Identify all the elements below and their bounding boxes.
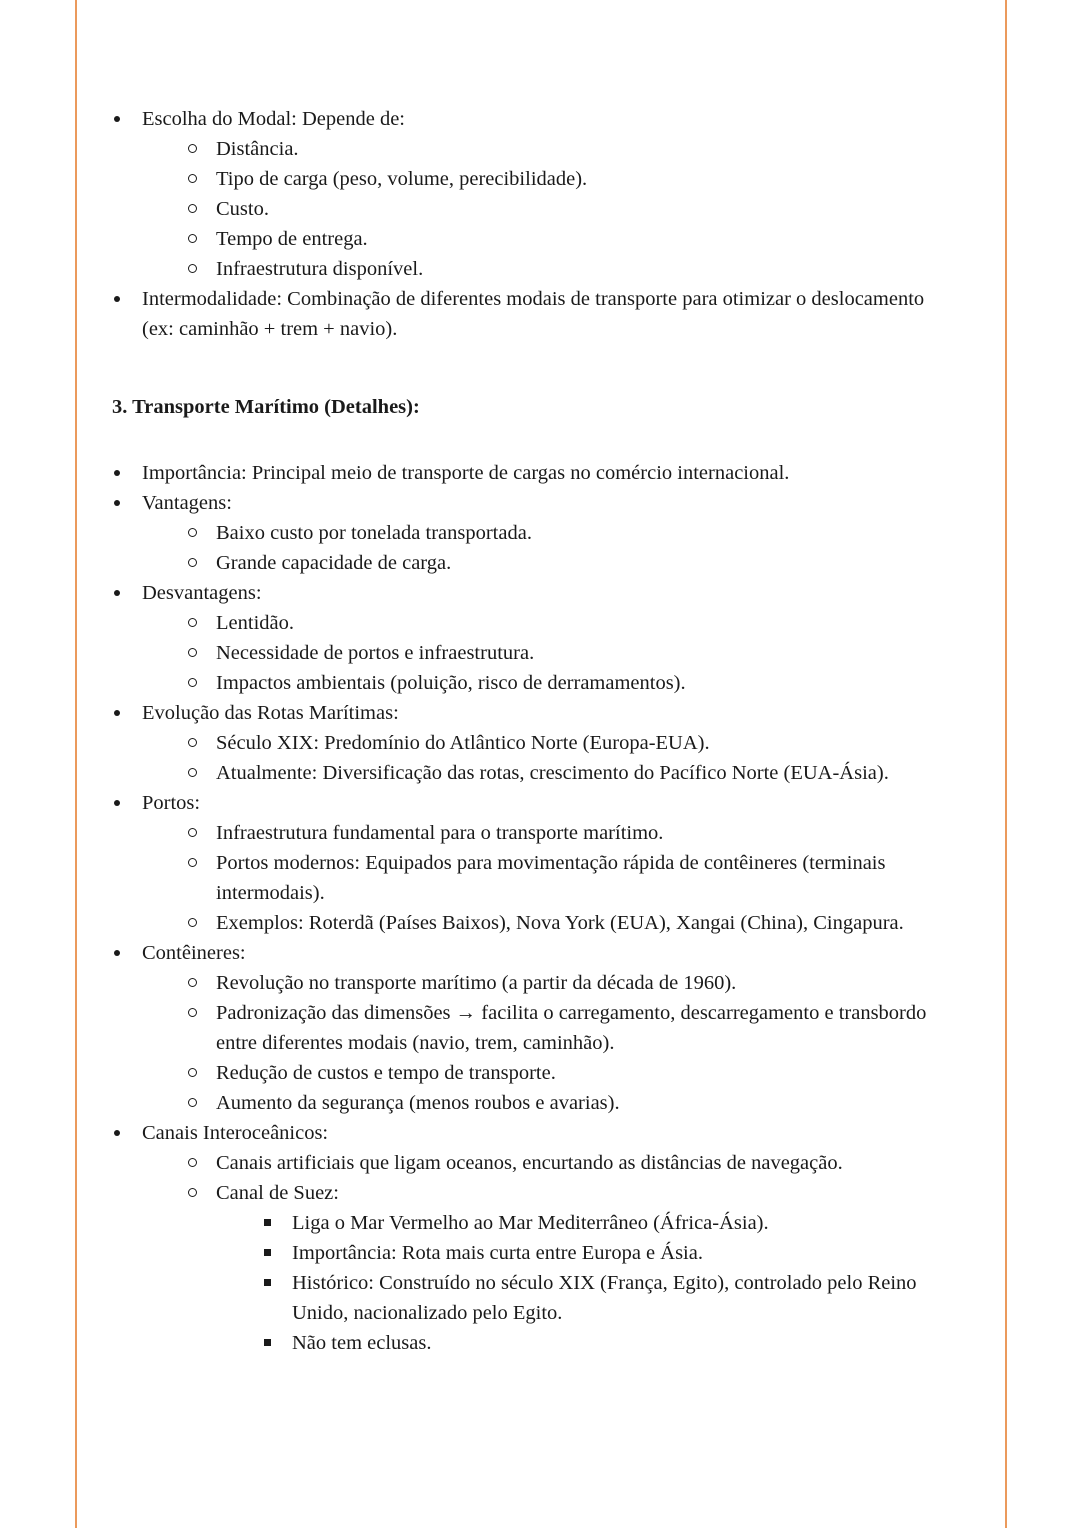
list-item-label: Contêineres: xyxy=(142,942,246,964)
circle-bullet-icon xyxy=(182,254,208,284)
circle-bullet-icon xyxy=(182,194,208,224)
disc-bullet-icon xyxy=(108,104,134,134)
square-bullet-icon xyxy=(258,1328,284,1358)
list-item-reducao-de-custos-e-tempo-de-transporte xyxy=(182,1058,938,1088)
list-item-label: Redução de custos e tempo de transporte. xyxy=(216,1062,556,1084)
sublist-evolucao-das-rotas-maritimas xyxy=(182,728,938,788)
sublist-canal-de-suez xyxy=(258,1208,938,1358)
list-item-label: Revolução no transporte marítimo (a partir da década de 1960). xyxy=(216,972,737,994)
list-item-label: Importância: Principal meio de transporte de cargas no comércio internacional. xyxy=(142,462,790,484)
list-item-label: Aumento da segurança (menos roubos e avarias). xyxy=(216,1092,620,1114)
circle-bullet-icon xyxy=(182,518,208,548)
list-item-nao-tem-eclusas xyxy=(258,1328,938,1358)
circle-bullet-icon xyxy=(182,818,208,848)
list-item-liga-o-mar-vermelho-ao-mar-mediterraneo- xyxy=(258,1208,938,1238)
list-item-grande-capacidade-de-carga xyxy=(182,548,938,578)
circle-bullet-icon xyxy=(182,1088,208,1118)
square-bullet-icon xyxy=(258,1268,284,1298)
list-item-tempo-de-entrega xyxy=(182,224,938,254)
sublist-vantagens xyxy=(182,518,938,578)
disc-bullet-icon xyxy=(108,1118,134,1148)
list-item-label: Intermodalidade: Combinação de diferentes modais de transporte para otimizar o deslocamento (ex: caminhão + trem + navio). xyxy=(142,288,925,340)
circle-bullet-icon xyxy=(182,1148,208,1178)
list-item-importancia-principal-meio-de-transporte xyxy=(108,458,938,488)
list-item-label: Impactos ambientais (poluição, risco de derramamentos). xyxy=(216,672,686,694)
list-item-aumento-da-seguranca-menos-roubos-e-avar xyxy=(182,1088,938,1118)
list-item-importancia-rota-mais-curta-entre-europa xyxy=(258,1238,938,1268)
circle-bullet-icon xyxy=(182,1058,208,1088)
list-item-canais-artificiais-que-ligam-oceanos-enc xyxy=(182,1148,938,1178)
list-item-historico-construido-no-seculo-xix-franc xyxy=(258,1268,938,1328)
list-item-atualmente-diversificacao-das-rotas-cres xyxy=(182,758,938,788)
list-item-custo xyxy=(182,194,938,224)
list-item-label: Distância. xyxy=(216,138,299,160)
disc-bullet-icon xyxy=(108,458,134,488)
sublist-conteineres xyxy=(182,968,938,1118)
list-item-distancia xyxy=(182,134,938,164)
list-item-impactos-ambientais-poluicao-risco-de-de xyxy=(182,668,938,698)
list-item-label: Baixo custo por tonelada transportada. xyxy=(216,522,532,544)
circle-bullet-icon xyxy=(182,998,208,1028)
list-item-label: Necessidade de portos e infraestrutura. xyxy=(216,642,535,664)
list-item-canais-interoceanicos xyxy=(108,1118,938,1358)
list-item-label: Escolha do Modal: Depende de: xyxy=(142,108,406,130)
list-item-label: Padronização das dimensões → facilita o carregamento, descarregamento e transbordo entre diferentes modais (navio, trem, caminhão). xyxy=(216,1002,927,1054)
document-content xyxy=(108,104,938,1358)
list-item-label: Importância: Rota mais curta entre Europa e Ásia. xyxy=(292,1242,703,1264)
circle-bullet-icon xyxy=(182,1178,208,1208)
list-item-conteineres xyxy=(108,938,938,1118)
sublist-canais-interoceanicos xyxy=(182,1148,938,1358)
list-item-label: Século XIX: Predomínio do Atlântico Norte (Europa-EUA). xyxy=(216,732,710,754)
list-item-label: Tempo de entrega. xyxy=(216,228,368,250)
sublist-escolha-do-modal-depende-de xyxy=(182,134,938,284)
list-item-seculo-xix-predominio-do-atlantico-norte xyxy=(182,728,938,758)
circle-bullet-icon xyxy=(182,908,208,938)
list-item-label: Exemplos: Roterdã (Países Baixos), Nova York (EUA), Xangai (China), Cingapura. xyxy=(216,912,904,934)
list-item-vantagens xyxy=(108,488,938,578)
disc-bullet-icon xyxy=(108,578,134,608)
list-item-label: Tipo de carga (peso, volume, perecibilidade). xyxy=(216,168,588,190)
page-sheet xyxy=(77,0,1005,1528)
list-item-label: Grande capacidade de carga. xyxy=(216,552,452,574)
list-item-label: Infraestrutura disponível. xyxy=(216,258,424,280)
list-item-label: Lentidão. xyxy=(216,612,294,634)
list-item-infraestrutura-fundamental-para-o-transp xyxy=(182,818,938,848)
list-item-label: Canais Interoceânicos: xyxy=(142,1122,329,1144)
list-item-escolha-do-modal-depende-de xyxy=(108,104,938,284)
circle-bullet-icon xyxy=(182,848,208,878)
list-item-label: Canais artificiais que ligam oceanos, encurtando as distâncias de navegação. xyxy=(216,1152,843,1174)
disc-bullet-icon xyxy=(108,284,134,314)
circle-bullet-icon xyxy=(182,638,208,668)
section-heading-transporte-maritimo: 3. Transporte Marítimo (Detalhes): xyxy=(112,396,420,418)
list-item-tipo-de-carga-peso-volume-perecibilidade xyxy=(182,164,938,194)
list-item-label: Liga o Mar Vermelho ao Mar Mediterrâneo (África-Ásia). xyxy=(292,1212,769,1234)
circle-bullet-icon xyxy=(182,164,208,194)
list-item-label: Custo. xyxy=(216,198,269,220)
circle-bullet-icon xyxy=(182,548,208,578)
list-item-label: Vantagens: xyxy=(142,492,232,514)
list-item-evolucao-das-rotas-maritimas xyxy=(108,698,938,788)
list-item-label: Infraestrutura fundamental para o transporte marítimo. xyxy=(216,822,664,844)
disc-bullet-icon xyxy=(108,788,134,818)
list-item-label: Desvantagens: xyxy=(142,582,262,604)
list-item-portos-modernos-equipados-para-movimenta xyxy=(182,848,938,908)
list-item-lentidao xyxy=(182,608,938,638)
circle-bullet-icon xyxy=(182,668,208,698)
circle-bullet-icon xyxy=(182,134,208,164)
circle-bullet-icon xyxy=(182,608,208,638)
list-item-desvantagens xyxy=(108,578,938,698)
list-item-label: Atualmente: Diversificação das rotas, crescimento do Pacífico Norte (EUA-Ásia). xyxy=(216,762,889,784)
list-item-canal-de-suez xyxy=(182,1178,938,1358)
list-escolha-do-modal xyxy=(108,104,938,344)
sublist-portos xyxy=(182,818,938,938)
disc-bullet-icon xyxy=(108,488,134,518)
circle-bullet-icon xyxy=(182,758,208,788)
list-transporte-maritimo xyxy=(108,458,938,1358)
square-bullet-icon xyxy=(258,1238,284,1268)
list-item-label: Histórico: Construído no século XIX (França, Egito), controlado pelo Reino Unido, nacionalizado pelo Egito. xyxy=(292,1272,917,1324)
list-item-padronizacao-das-dimensoes-facilita-o-ca xyxy=(182,998,938,1058)
square-bullet-icon xyxy=(258,1208,284,1238)
list-item-intermodalidade-combinacao-de-diferentes xyxy=(108,284,938,344)
disc-bullet-icon xyxy=(108,938,134,968)
circle-bullet-icon xyxy=(182,728,208,758)
list-item-label: Portos: xyxy=(142,792,201,814)
list-item-baixo-custo-por-tonelada-transportada xyxy=(182,518,938,548)
list-item-infraestrutura-disponivel xyxy=(182,254,938,284)
list-item-necessidade-de-portos-e-infraestrutura xyxy=(182,638,938,668)
list-item-exemplos-roterda-paises-baixos-nova-york xyxy=(182,908,938,938)
circle-bullet-icon xyxy=(182,224,208,254)
list-item-label: Portos modernos: Equipados para movimentação rápida de contêineres (terminais intermodais). xyxy=(216,852,886,904)
list-item-portos xyxy=(108,788,938,938)
circle-bullet-icon xyxy=(182,968,208,998)
list-item-label: Evolução das Rotas Marítimas: xyxy=(142,702,399,724)
list-item-label: Canal de Suez: xyxy=(216,1182,339,1204)
sublist-desvantagens xyxy=(182,608,938,698)
disc-bullet-icon xyxy=(108,698,134,728)
page-right-rule xyxy=(1005,0,1007,1528)
list-item-label: Não tem eclusas. xyxy=(292,1332,432,1354)
list-item-revolucao-no-transporte-maritimo-a-parti xyxy=(182,968,938,998)
